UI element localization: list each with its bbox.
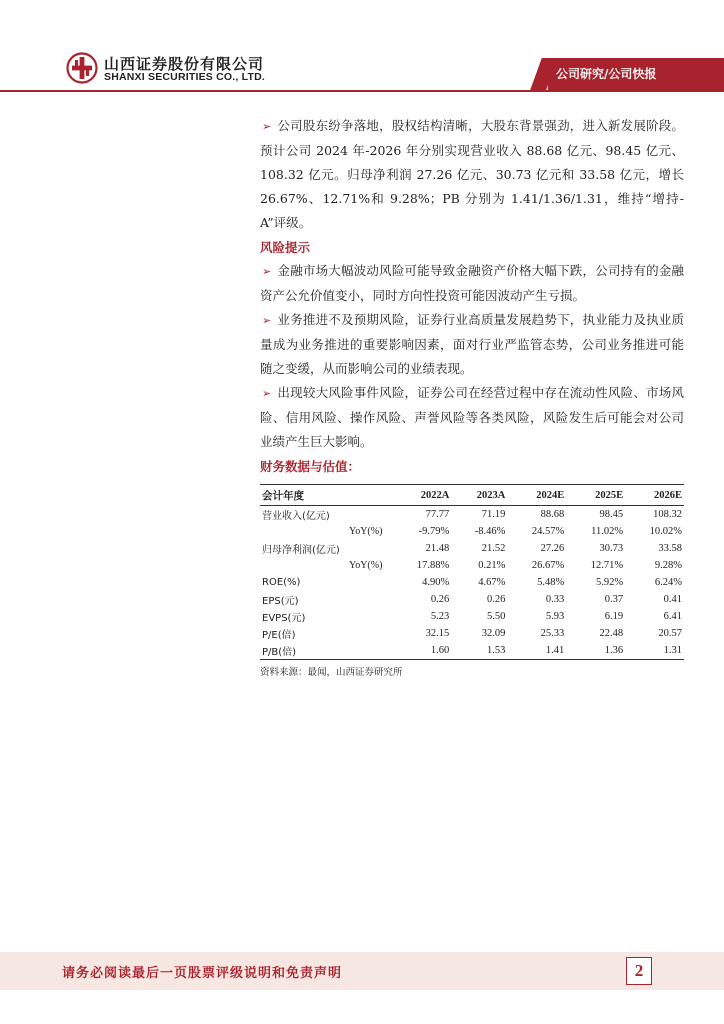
table-cell: 98.45 bbox=[599, 509, 624, 520]
row-label: 归母净利润(亿元) bbox=[262, 545, 340, 556]
table-cell: 6.24% bbox=[654, 577, 682, 588]
table-cell: 1.31 bbox=[625, 642, 684, 660]
table-cell: 32.15 bbox=[425, 628, 450, 639]
table-cell: 1.41 bbox=[507, 642, 566, 660]
row-label: YoY(%) bbox=[348, 526, 383, 537]
table-row bbox=[260, 608, 684, 625]
risk-item: ➢ 金融市场大幅波动风险可能导致金融资产价格大幅下跌，公司持有的金融资产公允价值变小，同时方向性投资可能因波动产生亏损。 bbox=[260, 263, 684, 303]
table-row bbox=[260, 574, 684, 591]
table-cell: 33.58 bbox=[658, 543, 682, 554]
table-cell: 1.36 bbox=[566, 642, 625, 660]
table-row bbox=[260, 540, 684, 557]
table-cell: 21.52 bbox=[481, 543, 506, 554]
arrow-right-icon: ➢ bbox=[262, 314, 272, 327]
disclaimer-notice: 请务必阅读最后一页股票评级说明和免责声明 bbox=[62, 966, 343, 981]
outlook-paragraph: ➢ 公司股东纷争落地，股权结构清晰，大股东背景强劲，进入新发展阶段。预计公司 2024 年-2026 年分别实现营业收入 88.68 亿元、98.45 亿元、108.32 亿元。归母净利润 27.26 亿元、30.73 亿元和 33.58 亿元，增长 26.67%、12.71%和 9.28%；PB 分别为 1.41/1.36/1.31，维持“增持-A”评级。 bbox=[260, 118, 684, 230]
column-header: 2024E bbox=[507, 485, 566, 506]
table-source-note: 资料来源：最闻，山西证券研究所 bbox=[260, 667, 403, 678]
company-logo-icon bbox=[66, 52, 98, 84]
table-row bbox=[260, 591, 684, 608]
arrow-right-icon: ➢ bbox=[262, 387, 272, 400]
table-cell: 22.48 bbox=[599, 628, 624, 639]
risk-item: ➢ 业务推进不及预期风险，证券行业高质量发展趋势下，执业能力及执业质量成为业务推进的重要影响因素，面对行业严监管态势，公司业务推进可能随之变缓，从而影响公司的业绩表现。 bbox=[260, 312, 684, 376]
table-cell: 1.53 bbox=[451, 642, 507, 660]
table-cell: 10.02% bbox=[649, 526, 682, 537]
table-cell: 4.90% bbox=[422, 577, 450, 588]
table-cell: 9.28% bbox=[654, 560, 682, 571]
main-content bbox=[260, 114, 684, 678]
table-cell: 5.50 bbox=[486, 611, 506, 622]
table-cell: 17.88% bbox=[416, 560, 450, 571]
table-cell: 20.57 bbox=[658, 628, 682, 639]
table-row bbox=[260, 557, 684, 574]
table-cell: 0.21% bbox=[478, 560, 506, 571]
table-cell: 0.37 bbox=[604, 594, 624, 605]
row-label: 营业收入(亿元) bbox=[262, 511, 330, 522]
header-divider bbox=[0, 90, 724, 92]
table-cell: 12.71% bbox=[590, 560, 624, 571]
arrow-right-icon: ➢ bbox=[262, 265, 272, 278]
table-cell: 71.19 bbox=[481, 509, 506, 520]
table-cell: 0.33 bbox=[545, 594, 565, 605]
company-name-en: SHANXI SECURITIES CO., LTD. bbox=[104, 71, 265, 83]
table-cell: 25.33 bbox=[540, 628, 565, 639]
table-cell: 32.09 bbox=[481, 628, 506, 639]
column-header: 2026E bbox=[625, 485, 684, 506]
table-cell: 1.60 bbox=[392, 642, 451, 660]
column-header: 会计年度 bbox=[260, 485, 392, 506]
table-cell: -8.46% bbox=[474, 526, 506, 537]
row-label: EVPS(元) bbox=[262, 613, 306, 624]
table-cell: 0.26 bbox=[486, 594, 506, 605]
table-cell: 30.73 bbox=[599, 543, 624, 554]
column-header: 2025E bbox=[566, 485, 625, 506]
table-cell: 108.32 bbox=[653, 509, 682, 520]
row-label: P/E(倍) bbox=[262, 630, 296, 641]
row-label: YoY(%) bbox=[348, 560, 383, 571]
table-header-row bbox=[260, 485, 684, 506]
table-cell: 26.67% bbox=[531, 560, 565, 571]
financial-table-heading: 财务数据与估值： bbox=[260, 459, 361, 474]
table-cell: 5.23 bbox=[430, 611, 450, 622]
table-row bbox=[260, 506, 684, 524]
row-label: ROE(%) bbox=[262, 577, 301, 588]
table-cell: 5.93 bbox=[545, 611, 565, 622]
risk-item: ➢ 出现较大风险事件风险，证券公司在经营过程中存在流动性风险、市场风险、信用风险、操作风险、声誉风险等各类风险，风险发生后可能会对公司业绩产生巨大影响。 bbox=[260, 385, 684, 449]
table-cell: 5.48% bbox=[537, 577, 565, 588]
table-cell: 0.26 bbox=[430, 594, 450, 605]
table-cell: 5.92% bbox=[595, 577, 624, 588]
table-cell: 27.26 bbox=[540, 543, 565, 554]
arrow-right-icon: ➢ bbox=[262, 120, 272, 133]
financial-table bbox=[260, 484, 684, 660]
page-number: 2 bbox=[626, 957, 652, 985]
risk-heading: 风险提示 bbox=[260, 240, 311, 255]
column-header: 2022A bbox=[392, 485, 451, 506]
table-cell: 11.02% bbox=[591, 526, 624, 537]
table-row bbox=[260, 625, 684, 642]
table-cell: 0.41 bbox=[663, 594, 682, 605]
page-header bbox=[0, 0, 724, 92]
table-cell: 24.57% bbox=[531, 526, 565, 537]
table-cell: 6.41 bbox=[663, 611, 682, 622]
table-row bbox=[260, 642, 684, 660]
table-cell: -9.79% bbox=[418, 526, 450, 537]
company-name-cn: 山西证券股份有限公司 bbox=[104, 55, 265, 73]
table-cell: 77.77 bbox=[425, 509, 450, 520]
column-header: 2023A bbox=[451, 485, 507, 506]
table-cell: 21.48 bbox=[425, 543, 450, 554]
table-cell: 4.67% bbox=[478, 577, 506, 588]
report-section-label: 公司研究/公司快报 bbox=[556, 67, 657, 81]
table-cell: 88.68 bbox=[540, 509, 565, 520]
table-row bbox=[260, 523, 684, 540]
row-label: EPS(元) bbox=[262, 596, 299, 607]
table-cell: 6.19 bbox=[604, 611, 624, 622]
row-label: P/B(倍) bbox=[260, 642, 392, 660]
